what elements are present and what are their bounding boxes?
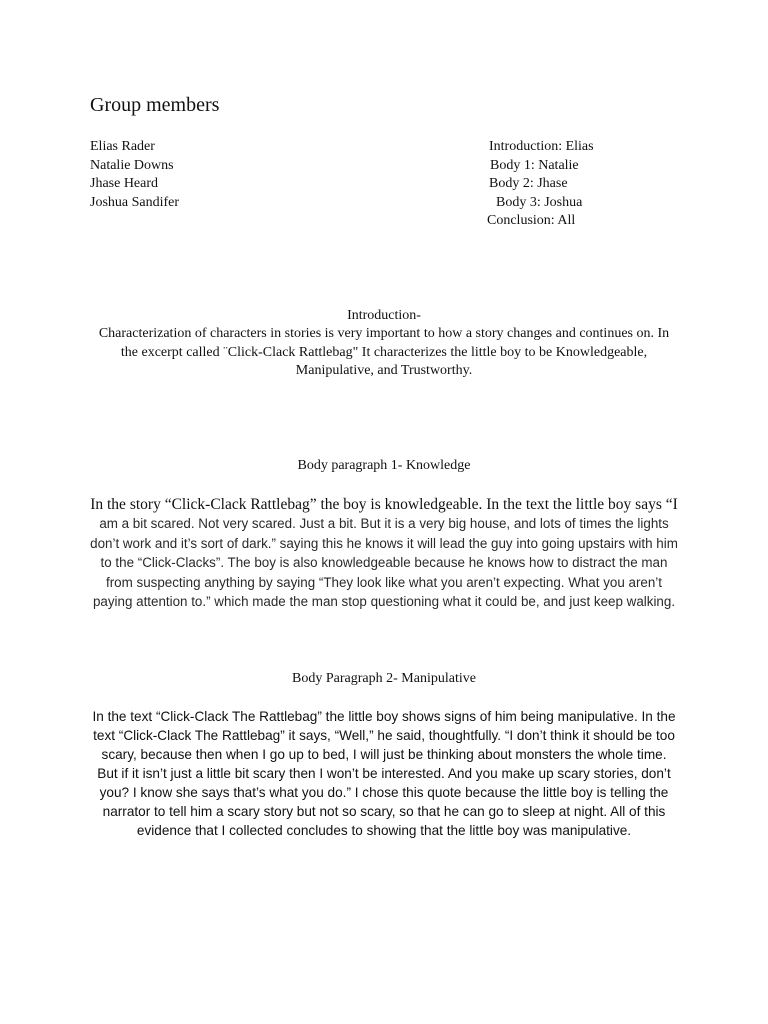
member-list [90,138,179,212]
member-name: Joshua Sandifer [90,194,180,210]
body1-text: am a bit scared. Not very scared. Just a bit. But it is a very big house, and lots of times the lights don’t work and it’s sort of dark.” saying this he knows it will lead the guy into going upstairs with him to the “Click-Clacks”. The boy is also knowledgeable because he knows how to distract the man from suspecting anything by saying “They look like what you aren’t expecting. What you aren’t paying attention to.” which made the man stop questioning what it could be, and just keep walking. [90,516,678,610]
body2-paragraph: In the text “Click-Clack The Rattlebag” the little boy shows signs of him being manipulative. In the text “Click-Clack The Rattlebag” it says, “Well,” he said, thoughtfully. “I don’t think it should be too scary, because then when I go up to bed, I will just be thinking about monsters the whole time. But if it isn’t just a little bit scary then I won’t be interested. And you make up scary stories, don’t you? I know she says that’s what you do.” I chose this quote because the little boy is telling the narrator to tell him a scary story but not so scary, so that he can go to sleep at night. All of this evidence that I collected concludes to showing that the little boy was manipulative. [92,709,676,838]
body1-lead-text: In the story “Click-Clack Rattlebag” the boy is knowledgeable. In the text the little boy says “I [90,496,678,513]
body1-heading: Body paragraph 1- Knowledge [297,458,471,473]
role-assignment: Body 2: Jhase [489,176,568,192]
body1-paragraph [90,495,678,611]
introduction-heading: Introduction- [347,308,421,323]
member-name: Natalie Downs [90,157,174,173]
role-assignment: Conclusion: All [487,213,576,229]
role-assignment: Introduction: Elias [489,139,594,154]
role-assignment: Body 1: Natalie [490,157,579,173]
member-name: Elias Rader [90,139,155,154]
page-title: Group members [90,94,220,116]
member-name: Jhase Heard [90,176,159,192]
body2-heading: Body Paragraph 2- Manipulative [292,671,476,686]
role-assignment: Body 3: Joshua [496,194,583,210]
role-assignment-list [487,138,594,231]
introduction-paragraph: Characterization of characters in stories is very important to how a story changes and continues on. In the excerpt called ¨Click-Clack Rattlebag" It characterizes the little boy to be Knowledgeable, Manipulative, and Trustworthy. [98,326,670,379]
